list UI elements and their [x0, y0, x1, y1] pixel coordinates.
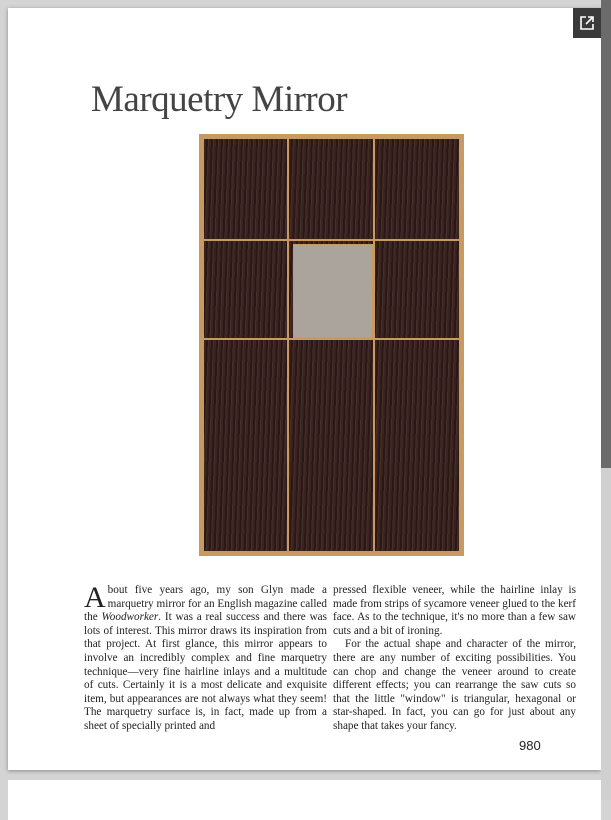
drop-cap: A: [84, 581, 106, 614]
next-page: [8, 780, 601, 820]
document-page: [8, 8, 601, 770]
page-title: Marquetry Mirror: [91, 79, 348, 120]
text-column-2: pressed flexible veneer, while the hairline inlay is made from strips of sycamore veneer glued to the kerf face. As to the technique, it's no more than a few saw cuts and a bit of ironing. For the actual shape and character of the mirror, there are any number of exciting possibilities. You can chop and change the veneer around to create different effects; you can rearrange the saw cuts so that the little "window" is triangular, hexagonal or star-shaped. In fact, you can go for just about any shape that takes your fancy.: [333, 584, 576, 732]
text-column-1: About five years ago, my son Glyn made a marquetry mirror for an English magazine called the Woodworker. It was a real success and there was lots of interest. This mirror draws its inspiration from that project. At first glance, this mirror appears to involve an incredibly complex and fine marquetry technique—very fine hairline inlays and a multitude of cuts. Certainly it is a most delicate and exquisite item, but appearances are not always what they seem! The marquetry surface is, in fact, made up from a sheet of specially printed and: [84, 581, 327, 732]
page-number: 980: [519, 738, 541, 753]
scrollbar-thumb[interactable]: [601, 0, 611, 468]
open-external-button[interactable]: [573, 8, 601, 38]
open-external-icon: [580, 16, 594, 30]
marquetry-mirror-photo: [199, 134, 464, 556]
mirror-window: [293, 244, 373, 338]
